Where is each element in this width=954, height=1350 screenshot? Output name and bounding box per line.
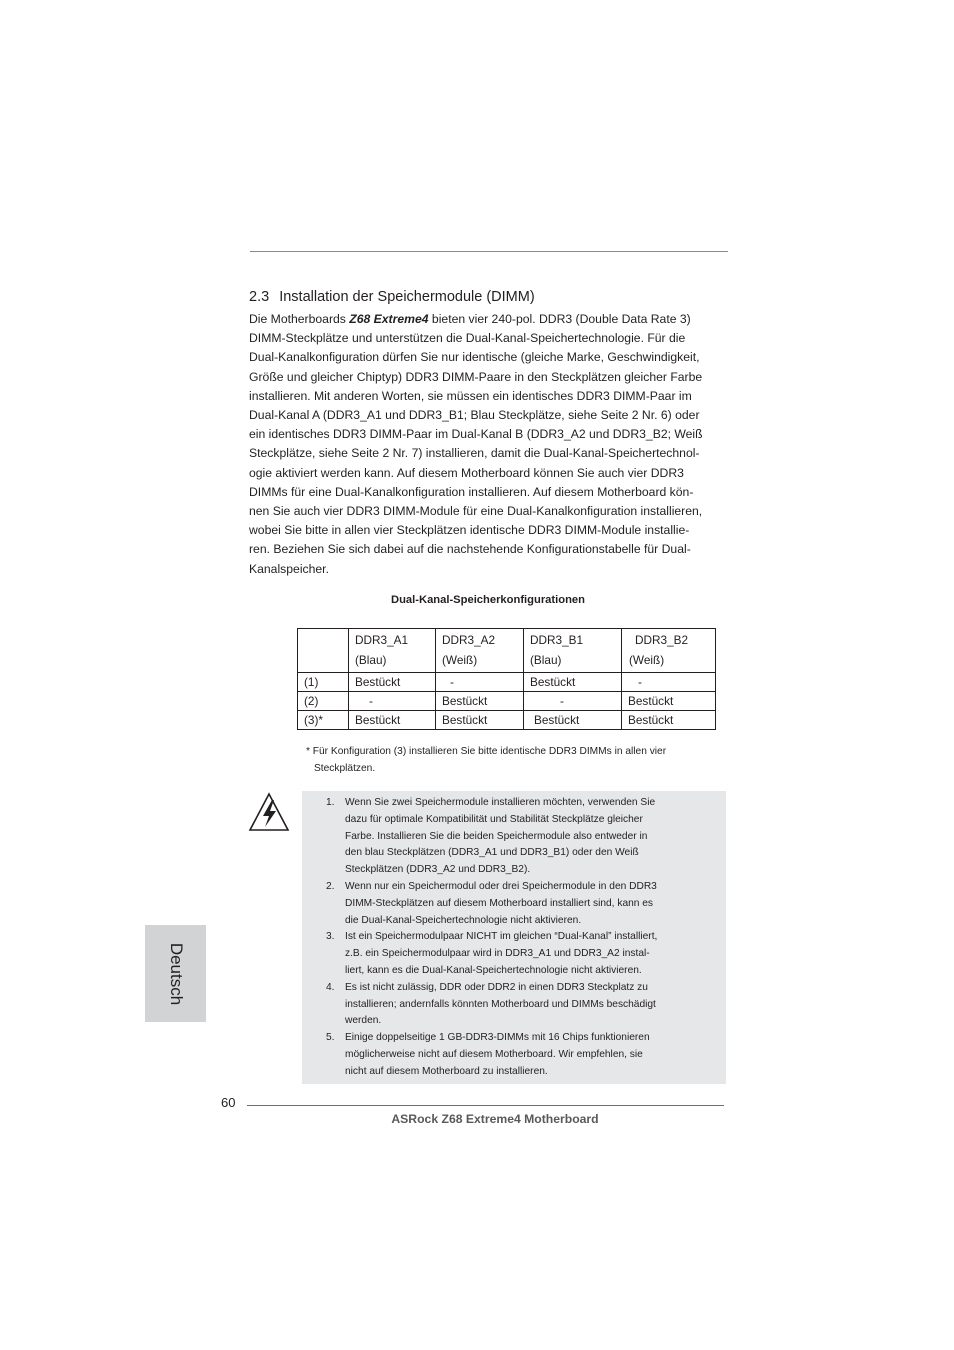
note-line: die Dual-Kanal-Speichertechnologie nicht aktivieren. [345, 914, 582, 926]
table-cell: Bestückt [349, 711, 436, 730]
note-item [326, 879, 718, 929]
body-line: ren. Beziehen Sie sich dabei auf die nachstehende Konfigurationstabelle für Dual- [249, 542, 691, 557]
product-name: Z68 Extreme4 [349, 312, 429, 326]
note-line: nicht auf diesem Motherboard zu installieren. [345, 1065, 548, 1077]
note-line: Wenn Sie zwei Speichermodule installieren möchten, verwenden Sie [345, 797, 656, 808]
section-title: Installation der Speichermodule (DIMM) [279, 289, 535, 305]
table-cell: - [436, 673, 524, 692]
body-line: ein identisches DDR3 DIMM-Paar im Dual-Kanal B (DDR3_A2 und DDR3_B2; Weiß [249, 427, 703, 442]
language-tab [145, 925, 206, 1022]
table-cell: Bestückt [436, 692, 524, 711]
note-number: 5. [326, 1032, 335, 1044]
footnote-line: Steckplätzen. [314, 763, 376, 774]
note-line: Einige doppelseitige 1 GB-DDR3-DIMMs mit 16 Chips funktionieren [345, 1032, 650, 1044]
top-divider [250, 251, 728, 252]
table-cell: - [349, 692, 436, 711]
body-line: DIMMs für eine Dual-Kanalkonfiguration installieren. Auf diesem Motherboard kön- [249, 484, 694, 499]
note-number: 4. [326, 981, 335, 993]
header-cell [622, 629, 716, 673]
note-line: den blau Steckplätzen (DDR3_A1 und DDR3_B1) oder den Weiß [345, 847, 639, 859]
warning-icon [248, 792, 290, 832]
table-footnote [306, 743, 726, 777]
row-label: (1) [298, 673, 349, 692]
note-line: Ist ein Speichermodulpaar NICHT im gleichen “Dual-Kanal” installiert, [345, 931, 658, 943]
note-line: dazu für optimale Kompatibilität und Stabilität Steckplätze gleicher [345, 813, 643, 825]
slot-name: DDR3_A1 [355, 633, 409, 647]
body-line: Größe und gleicher Chiptyp) DDR3 DIMM-Paare in den Steckplätzen gleicher Farbe [249, 369, 703, 384]
table-row [298, 711, 716, 730]
body-line: Dual-Kanal A (DDR3_A1 und DDR3_B1; Blau Steckplätze, siehe Seite 2 Nr. 6) oder [249, 408, 700, 423]
notes-box [302, 791, 726, 1084]
slot-name: DDR3_B2 [635, 633, 689, 647]
slot-color: (Weiß) [442, 653, 478, 667]
note-line: Wenn nur ein Speichermodul oder drei Speichermodule in den DDR3 [345, 880, 657, 892]
section-number: 2.3 [249, 289, 270, 305]
note-line: DIMM-Steckplätzen auf diesem Motherboard installiert sind, kann es [345, 897, 654, 909]
slot-name: DDR3_B1 [530, 633, 584, 647]
note-line: z.B. ein Speichermodulpaar wird in DDR3_A1 und DDR3_A2 instal- [345, 948, 650, 960]
body-line: Steckplätze, siehe Seite 2 Nr. 7) installieren, damit die Dual-Kanal-Speichertechnol- [249, 446, 700, 461]
language-tab-label: Deutsch [166, 942, 186, 1005]
table-cell: Bestückt [436, 711, 524, 730]
body-line: installieren. Mit anderen Worten, sie müssen ein identisches DDR3 DIMM-Paar im [249, 388, 692, 403]
table-cell: - [524, 692, 622, 711]
body-line: Dual-Kanalkonfiguration dürfen Sie nur identische (gleiche Marke, Geschwindigkeit, [249, 350, 700, 365]
body-text-fragment: bieten vier 240-pol. DDR3 (Double Data Rate 3) [428, 312, 691, 326]
row-label: (3)* [298, 711, 349, 730]
note-line: liert, kann es die Dual-Kanal-Speichertechnologie nicht aktivieren. [345, 964, 642, 976]
note-item [326, 1030, 718, 1080]
note-item [326, 980, 718, 1030]
table-cell: Bestückt [622, 711, 716, 730]
body-line: nen Sie auch vier DDR3 DIMM-Module für eine Dual-Kanalkonfiguration installieren, [249, 504, 703, 519]
row-label: (2) [298, 692, 349, 711]
header-cell-empty [298, 629, 349, 673]
slot-color: (Weiß) [629, 653, 665, 667]
table-cell: Bestückt [524, 711, 622, 730]
body-line [249, 310, 731, 329]
table-row [298, 692, 716, 711]
table-title: Dual-Kanal-Speicherkonfigurationen [391, 594, 585, 606]
body-line: ogie aktiviert werden kann. Auf diesem Motherboard können Sie auch vier DDR3 [249, 465, 684, 480]
table-cell: Bestückt [524, 673, 622, 692]
notes-list [326, 795, 718, 1081]
body-line: DIMM-Steckplätze und unterstützen die Dual-Kanal-Speichertechnologie. Für die [249, 331, 686, 346]
body-text-fragment: Die Motherboards [249, 312, 350, 326]
header-cell [436, 629, 524, 673]
body-paragraph [249, 310, 731, 579]
table-cell: Bestückt [622, 692, 716, 711]
note-line: werden. [345, 1015, 382, 1027]
page-number: 60 [221, 1095, 236, 1110]
table-cell: - [622, 673, 716, 692]
note-line: Es ist nicht zulässig, DDR oder DDR2 in einen DDR3 Steckplatz zu [345, 981, 648, 993]
header-cell [524, 629, 622, 673]
note-item [326, 929, 718, 979]
body-line: wobei Sie bitte in allen vier Steckplätzen identische DDR3 DIMM-Module installie- [249, 523, 690, 538]
note-number: 3. [326, 931, 335, 943]
note-number: 2. [326, 880, 335, 892]
slot-color: (Blau) [530, 653, 562, 667]
note-item [326, 795, 718, 879]
note-line: Farbe. Installieren Sie die beiden Speichermodule also entweder in [345, 830, 648, 842]
footer-title: ASRock Z68 Extreme4 Motherboard [391, 1112, 599, 1126]
table-row [298, 673, 716, 692]
note-line: installieren; andernfalls könnten Motherboard und DIMMs beschädigt [345, 998, 656, 1010]
note-number: 1. [326, 797, 335, 808]
body-line: Kanalspeicher. [249, 561, 329, 576]
note-line: Steckplätzen (DDR3_A2 und DDR3_B2). [345, 864, 531, 876]
header-cell [349, 629, 436, 673]
section-heading [249, 287, 729, 307]
footer-divider [247, 1105, 724, 1106]
table-header-row [298, 629, 716, 673]
note-line: möglicherweise nicht auf diesem Motherboard. Wir empfehlen, sie [345, 1048, 643, 1060]
slot-name: DDR3_A2 [442, 633, 496, 647]
footnote-line: * Für Konfiguration (3) installieren Sie bitte identische DDR3 DIMMs in allen vier [306, 746, 667, 757]
table-cell: Bestückt [349, 673, 436, 692]
slot-color: (Blau) [355, 653, 387, 667]
config-table [297, 628, 716, 730]
